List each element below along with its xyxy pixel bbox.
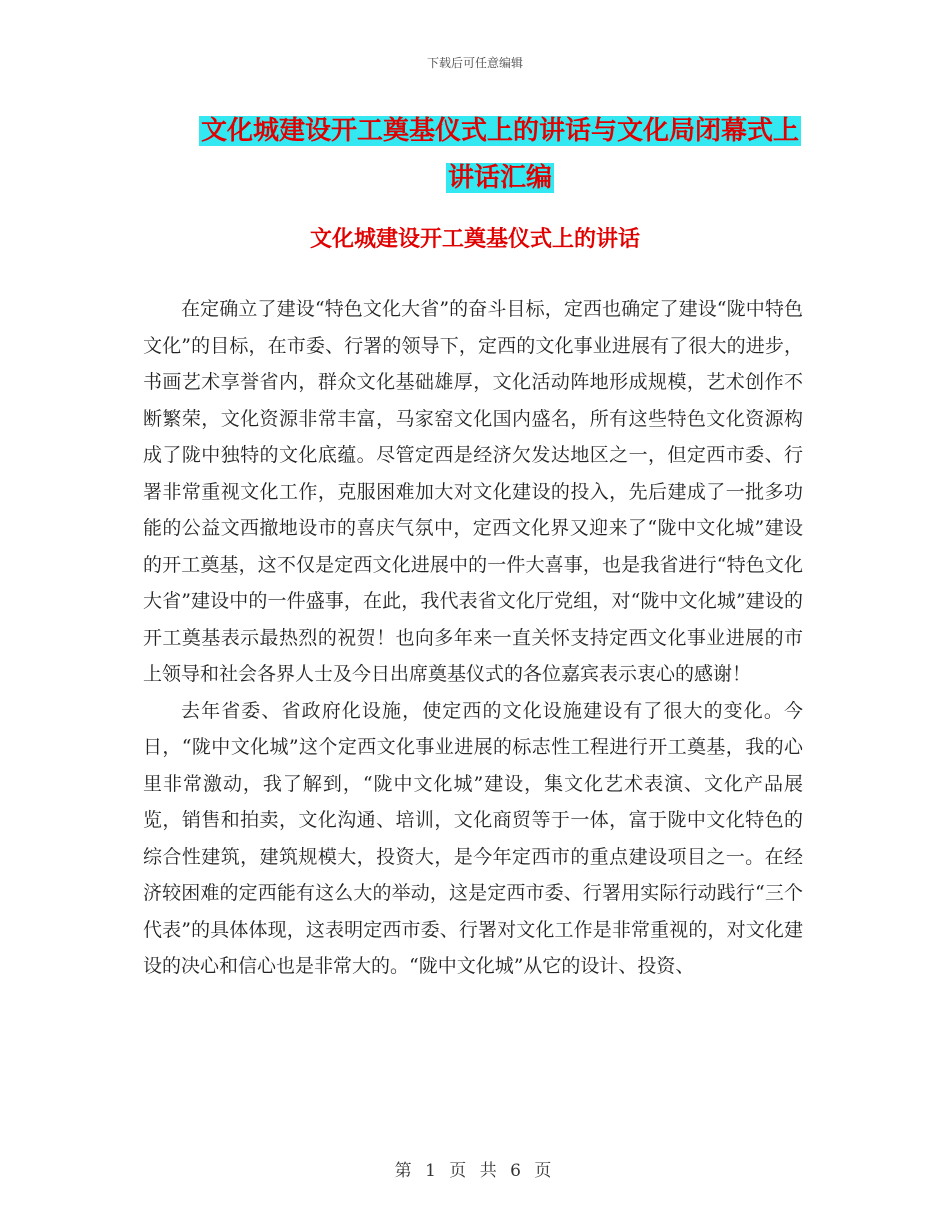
document-title-line2: 讲话汇编 (447, 163, 552, 193)
page-footer: 第 1 页 共 6 页 (394, 1161, 556, 1181)
document-title (190, 108, 810, 202)
body-text (143, 291, 803, 985)
paragraph-1: 在定确立了建设“特色文化大省”的奋斗目标，定西也确定了建设“陇中特色文化”的目标，在市委、行署的领导下，定西的文化事业进展有了很大的进步，书画艺术享誉省内，群众文化基础雄厚，文化活动阵地形成规模，艺术创作不断繁荣，文化资源非常丰富，马家窑文化国内盛名，所有这些特色文化资源构成了陇中独特的文化底蕴。尽管定西是经济欠发达地区之一，但定西市委、行署非常重视文化工作，克服困难加大对文化建设的投入，先后建成了一批多功能的公益文西撤地设市的喜庆气氛中，定西文化界又迎来了“陇中文化城”建设的开工奠基，这不仅是定西文化进展中的一件大喜事，也是我省进行“特色文化大省”建设中的一件盛事，在此，我代表省文化厅党组，对“陇中文化城”建设的开工奠基表示最热烈的祝贺！也向多年来一直关怀支持定西文化事业进展的市上领导和社会各界人士及今日出席奠基仪式的各位嘉宾表示衷心的感谢！ (143, 298, 803, 685)
document-title-line1: 文化城建设开工奠基仪式上的讲话与文化局闭幕式上 (200, 116, 799, 146)
paragraph-2: 去年省委、省政府化设施，使定西的文化设施建设有了很大的变化。今日，“陇中文化城”这个定西文化事业进展的标志性工程进行开工奠基，我的心里非常激动，我了解到，“陇中文化城”建设，集文化艺术表演、文化产品展览，销售和拍卖，文化沟通、培训，文化商贸等于一体，富于陇中文化特色的综合性建筑，建筑规模大，投资大，是今年定西市的重点建设项目之一。在经济较困难的定西能有这么大的举动，这是定西市委、行署用实际行动践行“三个代表”的具体体现，这表明定西市委、行署对文化工作是非常重视的，对文化建设的决心和信心也是非常大的。“陇中文化城”从它的设计、投资、 (143, 699, 803, 977)
header-note: 下载后可任意编辑 (426, 56, 523, 70)
section-title: 文化城建设开工奠基仪式上的讲话 (309, 226, 640, 252)
